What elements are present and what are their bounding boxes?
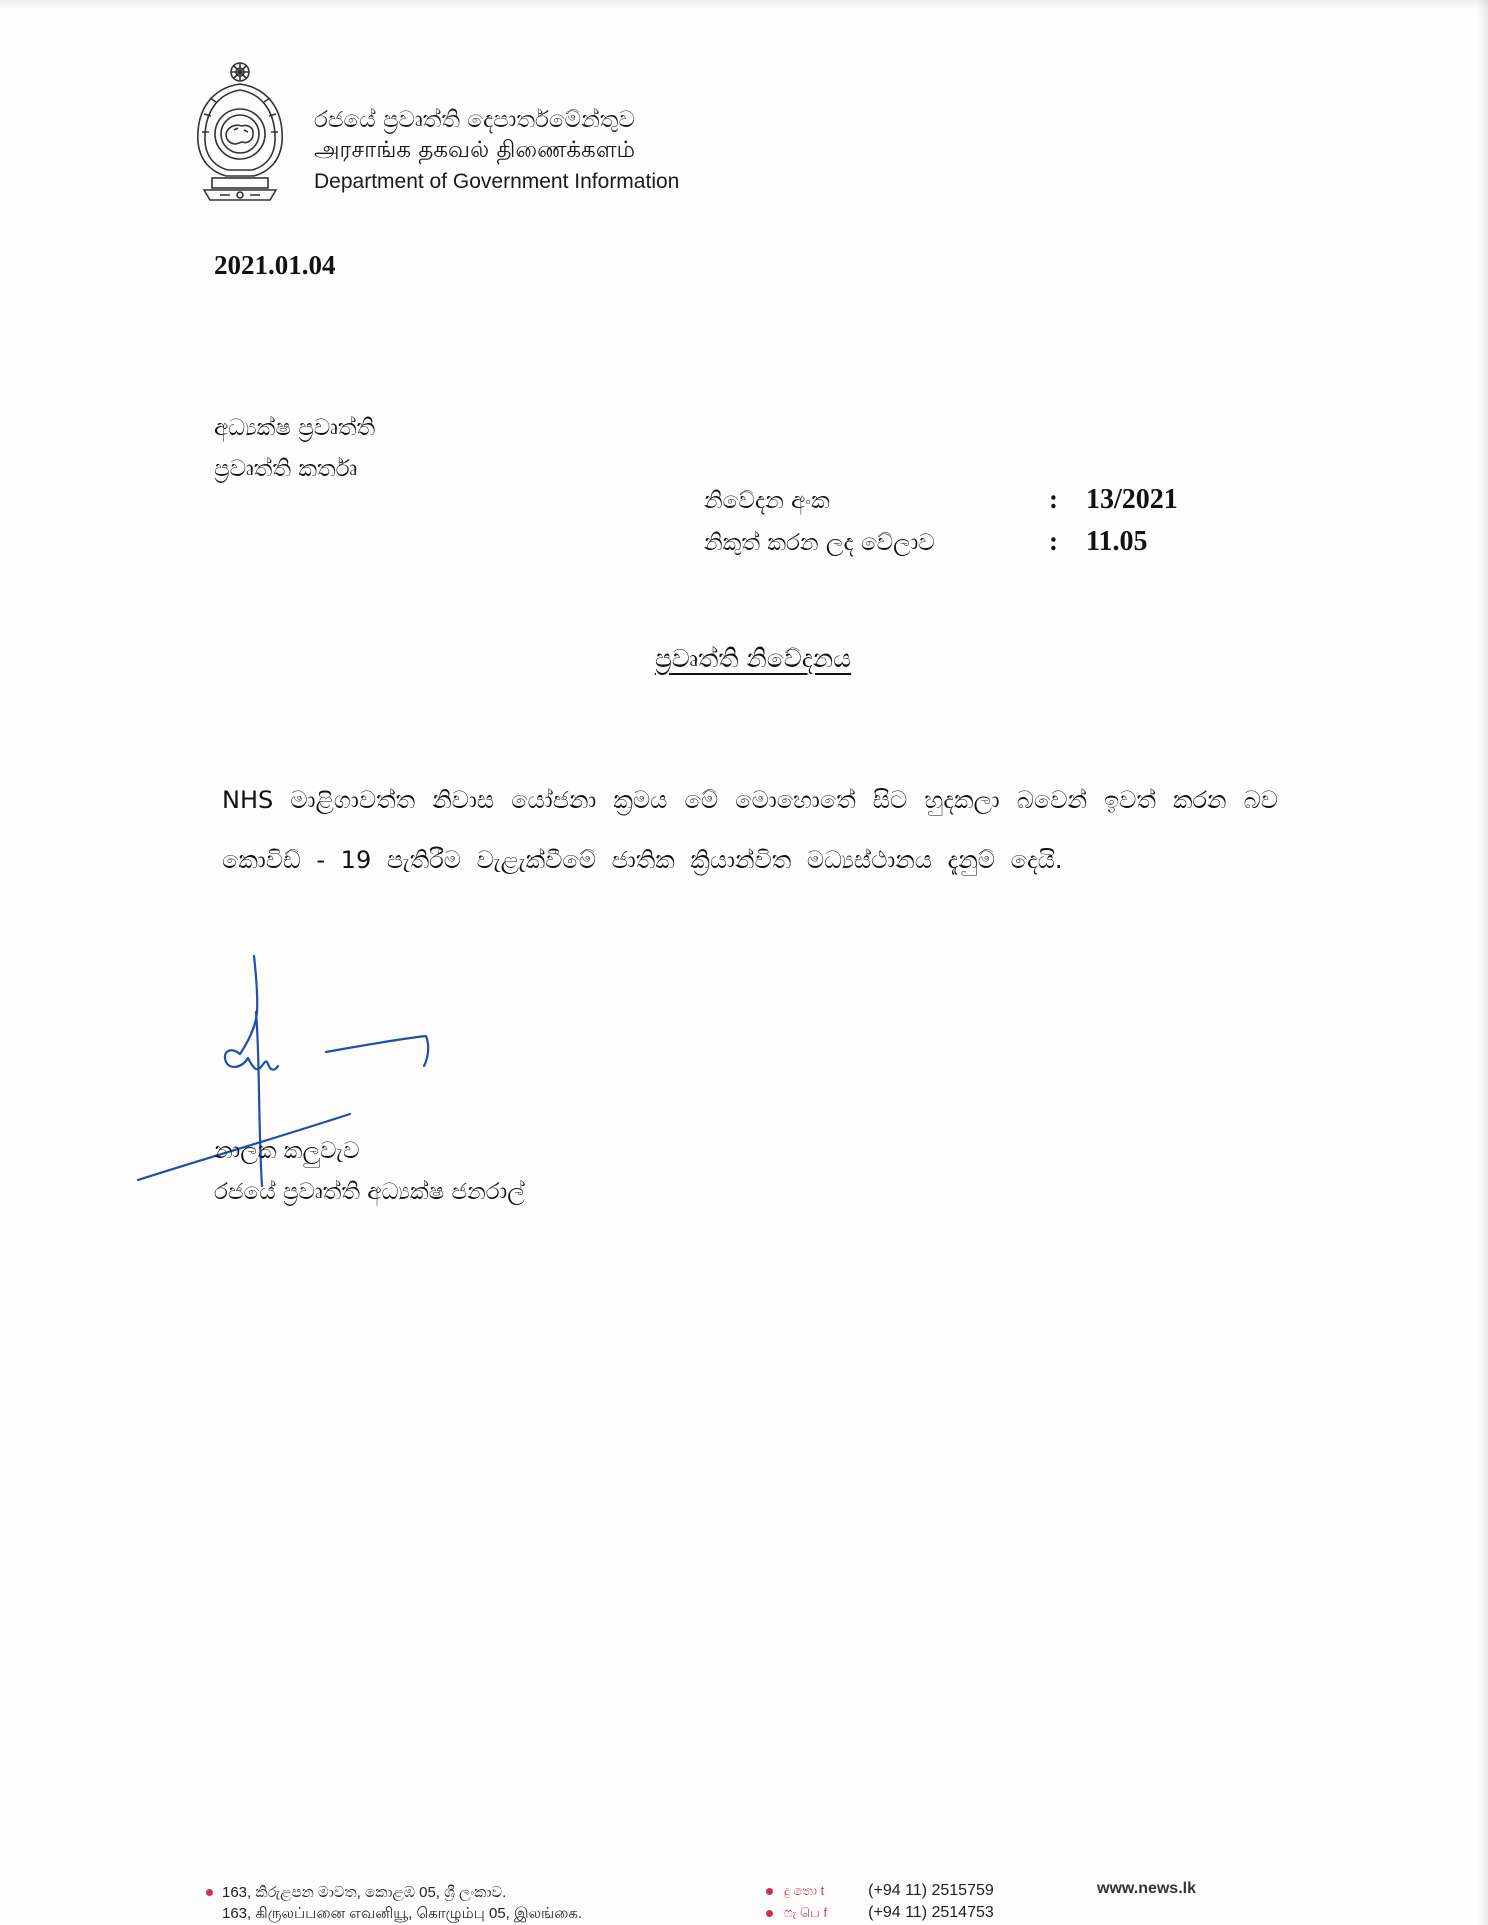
address-line-tamil xyxy=(222,1903,582,1924)
recipient-line: ප්‍රවෘත්ති කර්තෘ xyxy=(214,456,358,482)
fax-label: ෆැ பெ f xyxy=(784,1905,828,1920)
separator: : xyxy=(1049,484,1058,514)
scan-shadow-right xyxy=(1478,0,1488,1925)
fax-number: (+94 11) 2514753 xyxy=(868,1904,994,1921)
footer-address xyxy=(222,1882,582,1924)
separator: : xyxy=(1049,526,1058,556)
release-time-value: 11.05 xyxy=(1086,526,1148,557)
address-line-sinhala xyxy=(222,1882,582,1903)
press-release-heading xyxy=(0,644,1488,674)
heading-text: ප්‍රවෘත්ති නිවේදනය xyxy=(654,644,852,673)
organization-name xyxy=(314,105,679,197)
release-number-label: නිවේදන අංක xyxy=(704,488,830,514)
org-name-tamil: அரசாங்க தகவல் திணைக்களம் xyxy=(314,137,636,163)
fax-line xyxy=(784,1902,994,1924)
bullet-icon xyxy=(206,1889,213,1896)
org-name-sinhala: රජයේ ප්‍රවෘත්ති දෙපාර්තමේන්තුව xyxy=(314,107,635,133)
address-text: 163, කිරුළපන මාවත, කොළඹ 05, ශ්‍රී ලංකාව. xyxy=(222,1884,507,1901)
release-time-label: නිකුත් කරන ලද වේලාව xyxy=(704,530,935,556)
signer-name: නාලක කලුවැව xyxy=(214,1138,360,1164)
signer-block xyxy=(214,1131,525,1213)
release-number-value: 13/2021 xyxy=(1086,484,1178,515)
recipients xyxy=(214,408,375,490)
phone-label: දු තො t xyxy=(784,1883,825,1898)
letter-date: 2021.01.04 xyxy=(214,250,336,280)
org-name-english: Department of Government Information xyxy=(314,170,680,193)
footer-contact xyxy=(784,1880,994,1924)
website-link[interactable]: www.news.lk xyxy=(1097,1880,1196,1897)
address-text: 163, கிருலப்பனை எவனியூ, கொழும்பு 05, இலங்கை. xyxy=(222,1905,583,1922)
phone-number: (+94 11) 2515759 xyxy=(868,1882,994,1899)
scan-shadow-top xyxy=(0,0,1488,10)
press-release-body: NHS මාළිගාවත්ත නිවාස යෝජනා ක්‍රමය මේ මොහොතේ සිට හුදකලා බවෙන් ඉවත් කරන බව කොවිඩ් - 19 පැතිරීම වැළැක්වීමේ ජාතික ක්‍රියාන්විත මධ්‍යස්ථානය දැනුම් දෙයි. xyxy=(222,786,1278,874)
bullet-icon xyxy=(766,1910,773,1917)
bullet-icon xyxy=(766,1888,773,1895)
signer-title: රජයේ ප්‍රවෘත්ති අධ්‍යක්ෂ ජනරාල් xyxy=(214,1179,525,1205)
phone-line xyxy=(784,1880,994,1902)
national-emblem-icon xyxy=(190,58,290,204)
recipient-line: අධ්‍යක්ෂ ප්‍රවෘත්ති xyxy=(214,415,376,441)
